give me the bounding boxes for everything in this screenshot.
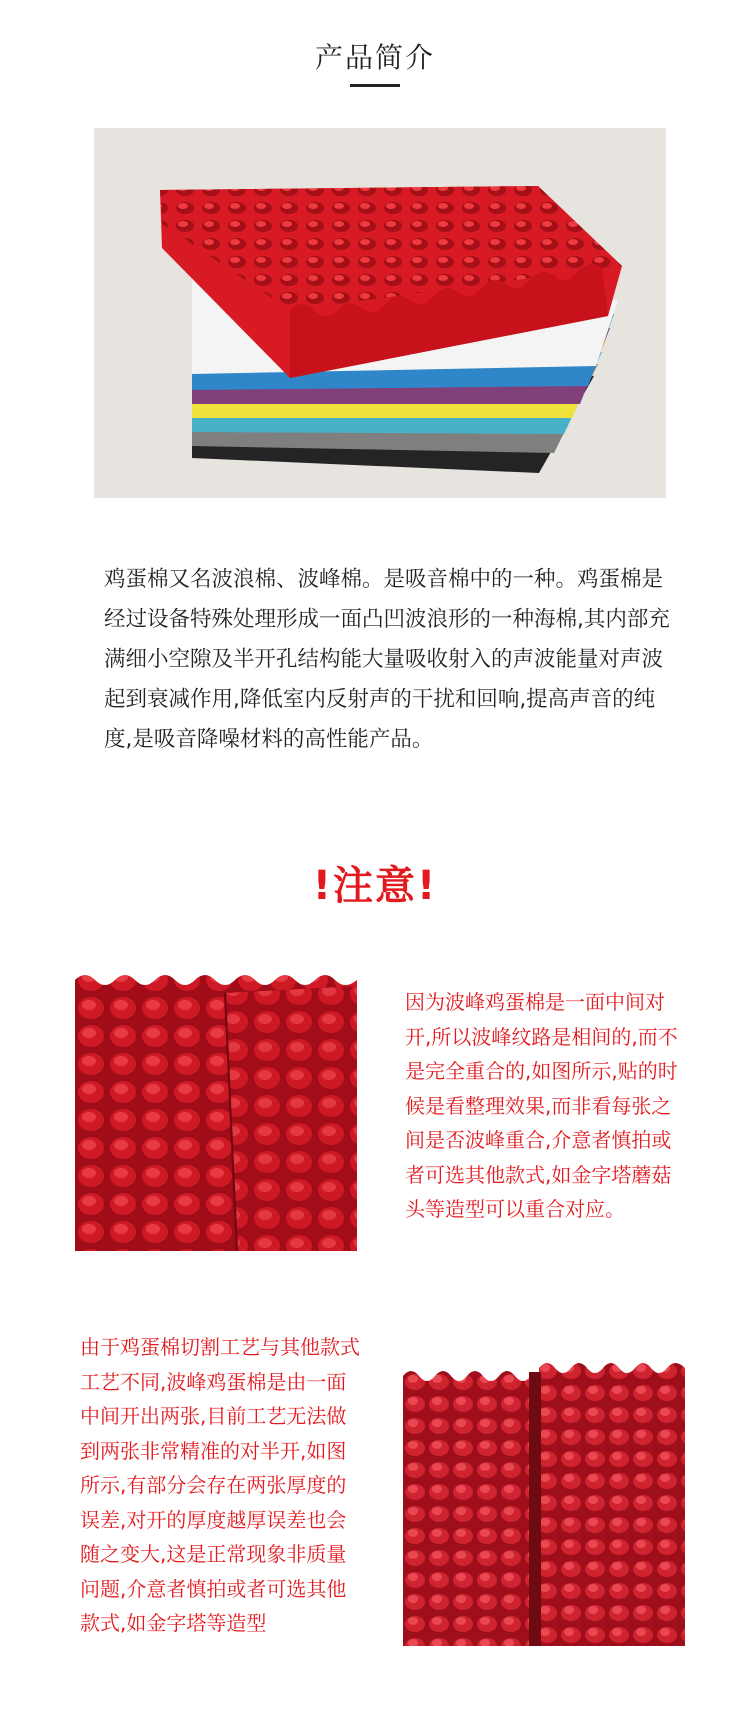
title-underline — [350, 84, 400, 87]
foam-closeup-photo-2 — [403, 1350, 685, 1646]
foam-layers — [160, 186, 622, 473]
foam-stack-illustration — [94, 128, 666, 498]
note-text-1: 因为波峰鸡蛋棉是一面中间对开,所以波峰纹路是相间的,而不是完全重合的,如图所示,贴的时候是看整理效果,而非看每张之间是否波峰重合,介意者慎拍或者可选其他款式,如金字塔蘑菇头等造型可以重合对应。 — [405, 990, 678, 1221]
notice-heading: !注意! — [312, 863, 438, 909]
note-text-2: 由于鸡蛋棉切割工艺与其他款式工艺不同,波峰鸡蛋棉是由一面中间开出两张,目前工艺无法做到两张非常精准的对半开,如图所示,有部分会存在两张厚度的误差,对开的厚度越厚误差也会随之变大,这是正常现象非质量问题,介意者慎拍或者可选其他款式,如金字塔等造型 — [80, 1335, 360, 1635]
page-title: 产品简介 — [314, 41, 435, 74]
foam-stack-image — [94, 128, 666, 498]
product-intro-text: 鸡蛋棉又名波浪棉、波峰棉。是吸音棉中的一种。鸡蛋棉是经过设备特殊处理形成一面凸凹波浪形的一种海棉,其内部充满细小空隙及半开孔结构能大量吸收射入的声波能量对声波起到衰减作用,降低室内反射声的干扰和回响,提高声音的纯度,是吸音降噪材料的高性能产品。 — [104, 567, 670, 752]
foam-closeup-photo-1 — [75, 968, 357, 1251]
